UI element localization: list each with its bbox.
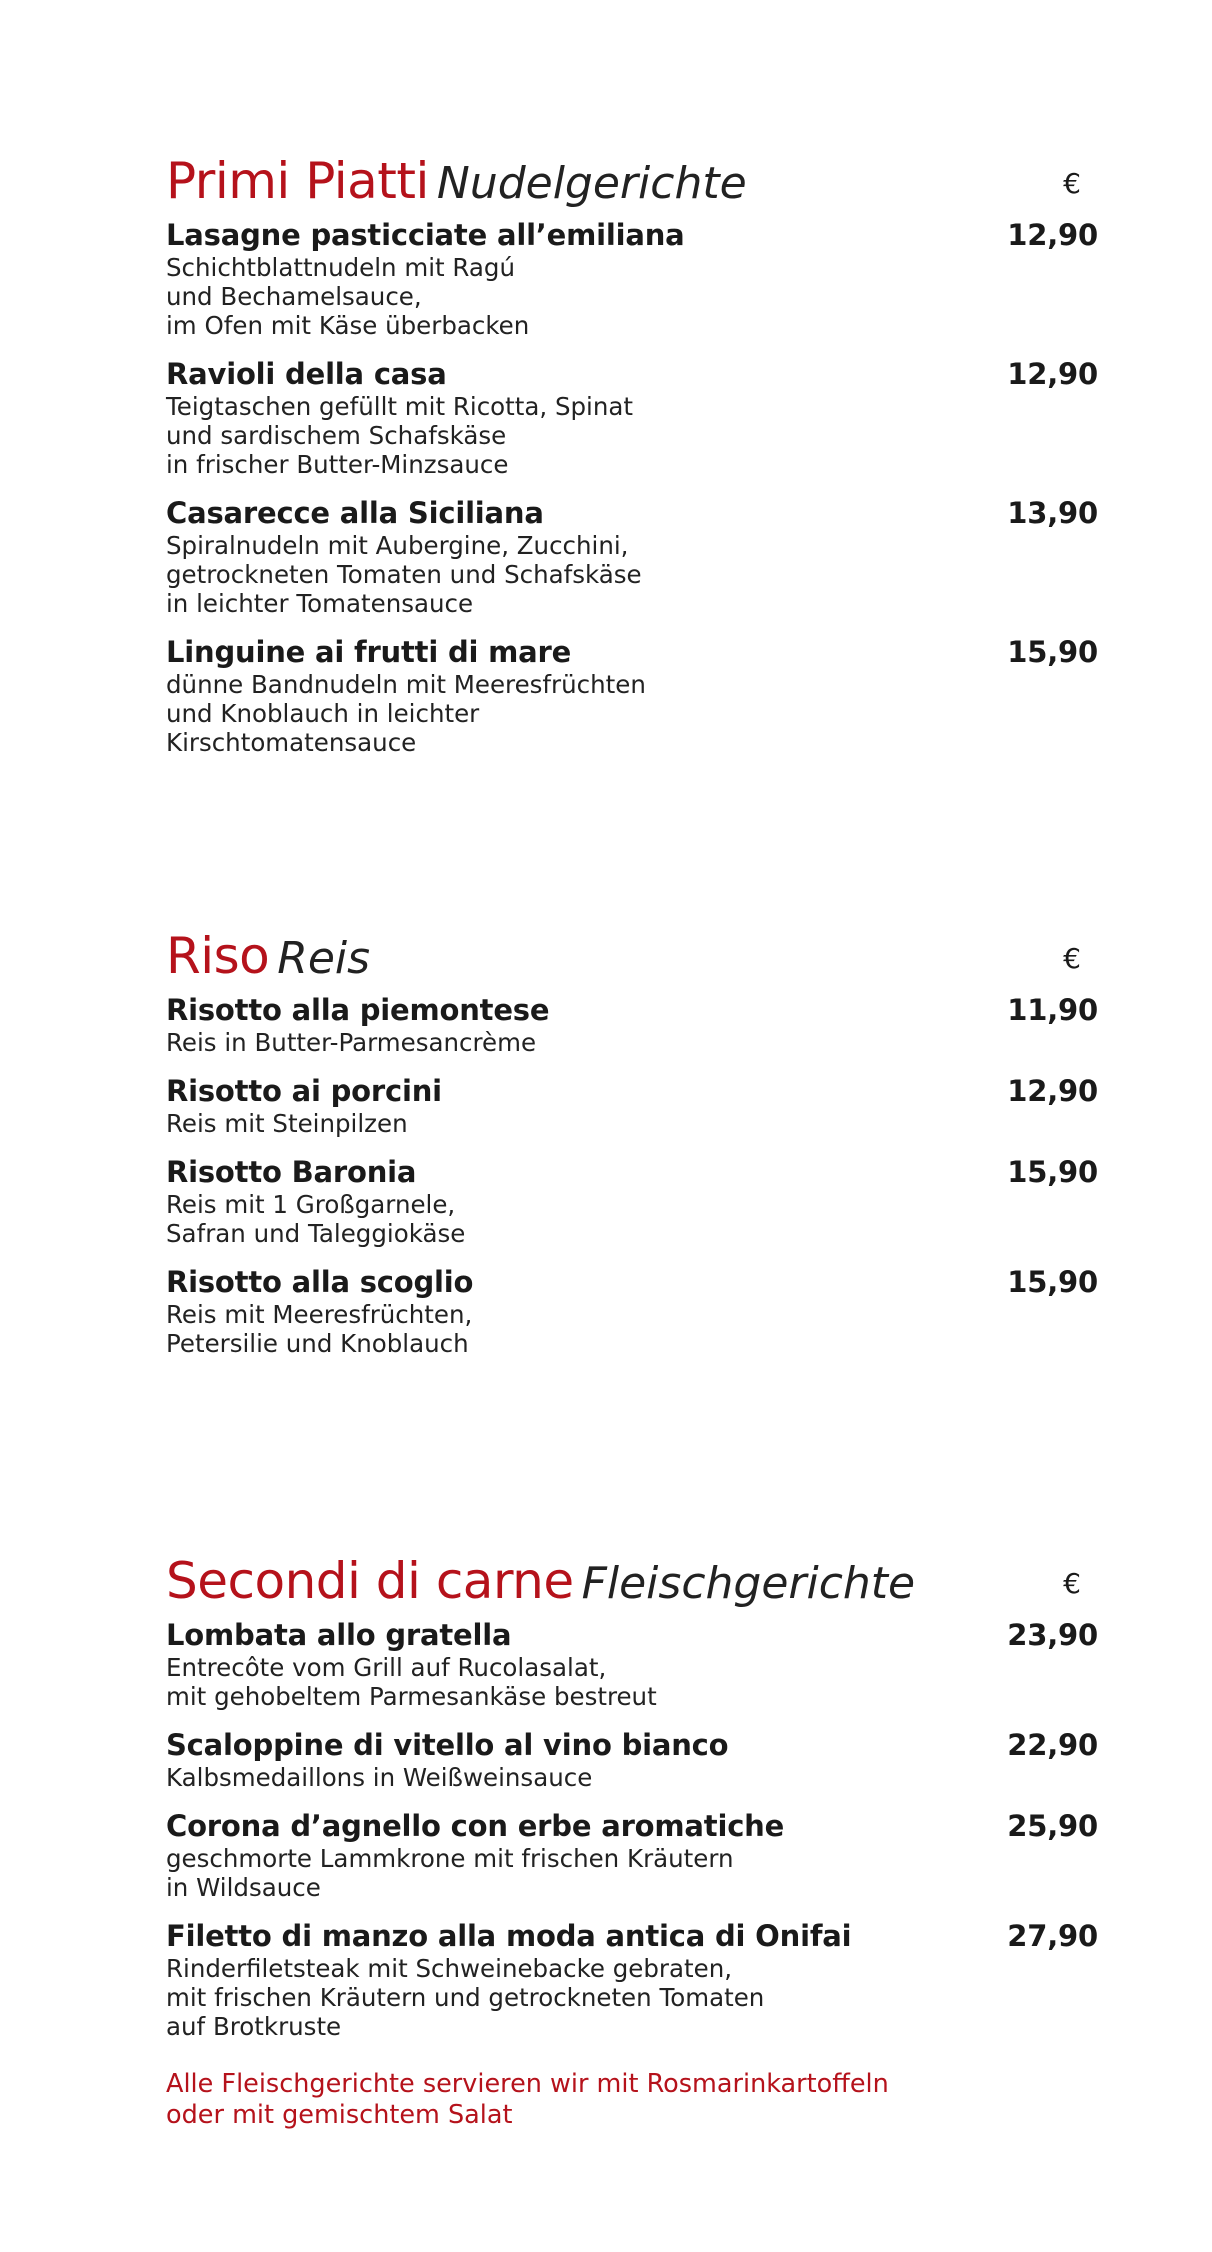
dish-description: Spiralnudeln mit Aubergine, Zucchini, getrockneten Tomaten und Schafskäse in leichter Tomatensauce (166, 531, 642, 618)
dish-name: Lasagne pasticciate all’emiliana (166, 218, 685, 252)
dish-description: Schichtblattnudeln mit Ragú und Bechamelsauce, im Ofen mit Käse überbacken (166, 253, 530, 340)
menu-item (166, 1727, 1098, 1792)
menu-item (166, 1617, 1098, 1711)
menu-item (166, 1808, 1098, 1902)
dish-name: Risotto alla piemontese (166, 993, 550, 1027)
dish-price: 27,90 (1007, 1919, 1098, 1953)
dish-name: Risotto ai porcini (166, 1074, 442, 1108)
menu-item (166, 1073, 1098, 1138)
section-title-german: Reis (277, 933, 371, 984)
currency-symbol: € (1063, 1567, 1081, 1600)
section-secondi-di-carne (166, 1550, 1098, 2041)
menu-item (166, 1264, 1098, 1358)
dish-name: Ravioli della casa (166, 357, 447, 391)
dish-description: Kalbsmedaillons in Weißweinsauce (166, 1763, 593, 1792)
section-title (166, 925, 370, 999)
dish-price: 25,90 (1007, 1809, 1098, 1843)
dish-name: Linguine ai frutti di mare (166, 635, 572, 669)
section-primi-piatti (166, 150, 1098, 757)
dish-description: dünne Bandnudeln mit Meeresfrüchten und Knoblauch in leichter Kirschtomatensauce (166, 670, 646, 757)
section-header (166, 1550, 1098, 1612)
dish-description: Reis mit 1 Großgarnele, Safran und Taleggiokäse (166, 1190, 466, 1248)
dish-name: Casarecce alla Siciliana (166, 496, 544, 530)
dish-price: 15,90 (1007, 635, 1098, 669)
dish-price: 11,90 (1007, 993, 1098, 1027)
dish-price: 15,90 (1007, 1265, 1098, 1299)
section-title-italian: Secondi di carne (166, 1552, 574, 1610)
menu-item (166, 1154, 1098, 1248)
dish-name: Corona d’agnello con erbe aromatiche (166, 1809, 785, 1843)
dish-price: 23,90 (1007, 1618, 1098, 1652)
dish-name: Lombata allo gratella (166, 1618, 512, 1652)
dish-description: geschmorte Lammkrone mit frischen Kräutern in Wildsauce (166, 1844, 734, 1902)
section-title-italian: Primi Piatti (166, 152, 429, 210)
dish-price: 12,90 (1007, 357, 1098, 391)
dish-price: 13,90 (1007, 496, 1098, 530)
dish-price: 22,90 (1007, 1728, 1098, 1762)
section-title-italian: Riso (166, 927, 270, 985)
dish-price: 12,90 (1007, 218, 1098, 252)
menu-item (166, 495, 1098, 618)
dish-price: 12,90 (1007, 1074, 1098, 1108)
section-header (166, 925, 1098, 987)
section-riso (166, 925, 1098, 1358)
dish-price: 15,90 (1007, 1155, 1098, 1189)
menu-item (166, 356, 1098, 479)
dish-description: Reis mit Meeresfrüchten, Petersilie und Knoblauch (166, 1300, 473, 1358)
dish-description: Entrecôte vom Grill auf Rucolasalat, mit gehobeltem Parmesankäse bestreut (166, 1653, 657, 1711)
menu-item (166, 1918, 1098, 2041)
menu-item (166, 992, 1098, 1057)
currency-symbol: € (1063, 942, 1081, 975)
dish-name: Risotto Baronia (166, 1155, 417, 1189)
section-title-german: Fleischgerichte (581, 1558, 916, 1609)
dish-description: Reis mit Steinpilzen (166, 1109, 408, 1138)
section-header (166, 150, 1098, 212)
dish-description: Rinderfiletsteak mit Schweinebacke gebraten, mit frischen Kräutern und getrockneten Tomaten auf Brotkruste (166, 1954, 765, 2041)
section-title (166, 1550, 915, 1624)
dish-name: Risotto alla scoglio (166, 1265, 474, 1299)
dish-description: Reis in Butter-Parmesancrème (166, 1028, 537, 1057)
dish-name: Scaloppine di vitello al vino bianco (166, 1728, 729, 1762)
menu-item (166, 217, 1098, 340)
dish-name: Filetto di manzo alla moda antica di Onifai (166, 1919, 852, 1953)
currency-symbol: € (1063, 167, 1081, 200)
section-title-german: Nudelgerichte (436, 158, 747, 209)
side-dish-note: Alle Fleischgerichte servieren wir mit Rosmarinkartoffeln oder mit gemischtem Salat (166, 2069, 889, 2130)
section-title (166, 150, 747, 224)
dish-description: Teigtaschen gefüllt mit Ricotta, Spinat und sardischem Schafskäse in frischer Butter-Minzsauce (166, 392, 634, 479)
menu-item (166, 634, 1098, 757)
